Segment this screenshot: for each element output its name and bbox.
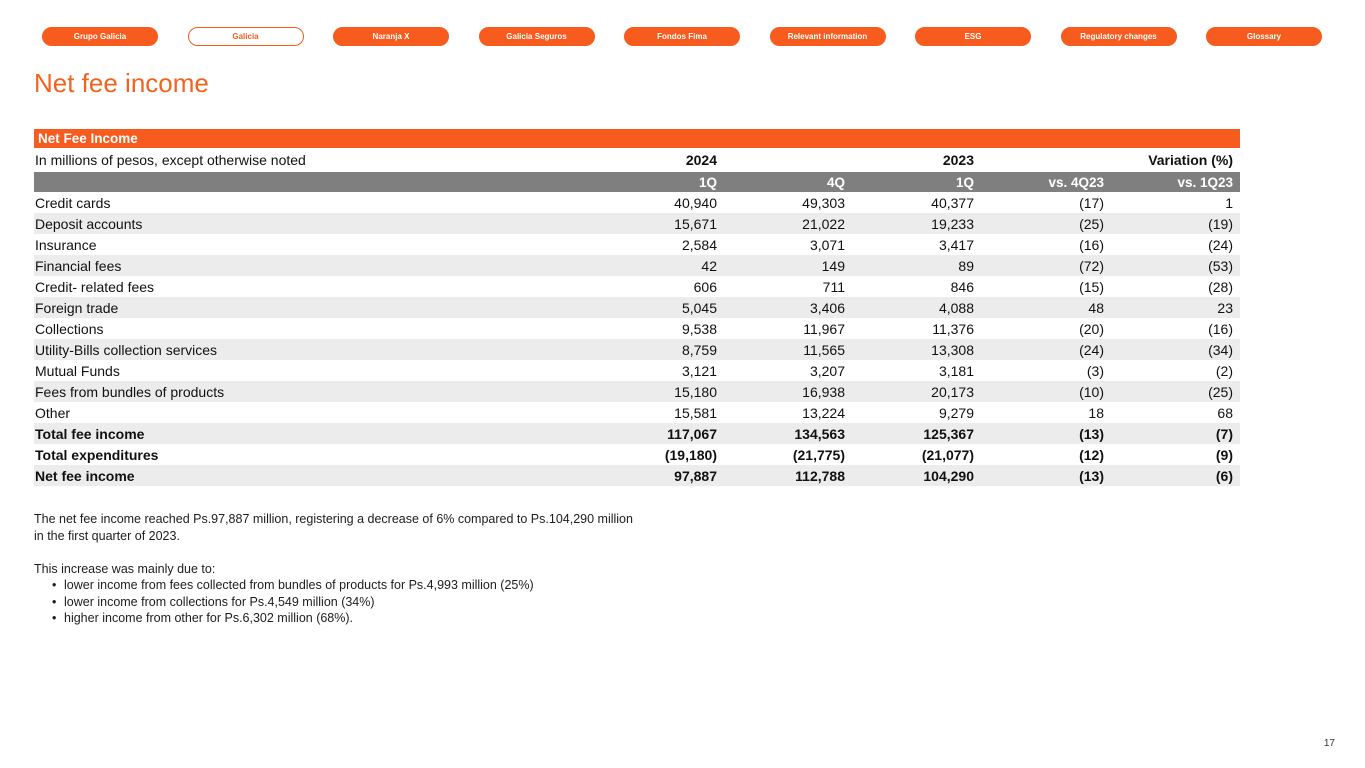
row-value: 13,224 xyxy=(802,404,845,421)
row-value: 42 xyxy=(701,257,717,274)
variation-header: Variation (%) xyxy=(1148,152,1233,168)
table-column-header-row xyxy=(34,172,1240,192)
row-value: 8,759 xyxy=(681,341,717,358)
table-row-other xyxy=(34,402,1240,423)
bullet-item: • lower income from fees collected from bundles of products for Ps.4,993 million (25%) xyxy=(34,577,794,594)
row-value: 15,581 xyxy=(674,404,717,421)
bullet-item: • higher income from other for Ps.6,302 million (68%). xyxy=(34,610,794,627)
row-value: 711 xyxy=(822,278,845,295)
row-label: Credit cards xyxy=(35,194,111,211)
row-value: (13) xyxy=(1079,425,1104,442)
table-row-total-expenditures xyxy=(34,444,1240,465)
row-value: (13) xyxy=(1079,467,1104,484)
row-value: 48 xyxy=(1088,299,1104,316)
bullet-list xyxy=(34,577,794,627)
table-row-fees-from-bundles-of-products xyxy=(34,381,1240,402)
row-value: 117,067 xyxy=(667,425,717,442)
row-value: 20,173 xyxy=(931,383,974,400)
table-row-credit-cards xyxy=(34,192,1240,213)
row-value: 2,584 xyxy=(681,236,717,253)
table-row-financial-fees xyxy=(34,255,1240,276)
row-label: Foreign trade xyxy=(35,299,119,316)
row-value: (21,775) xyxy=(792,446,845,463)
bullet-item: • lower income from collections for Ps.4,549 million (34%) xyxy=(34,594,794,611)
row-value: 11,376 xyxy=(932,320,974,337)
row-value: (17) xyxy=(1079,194,1104,211)
bullets-intro: This increase was mainly due to: xyxy=(34,561,216,576)
row-label: Mutual Funds xyxy=(35,362,120,379)
row-label: Financial fees xyxy=(35,257,122,274)
table-subtitle: In millions of pesos, except otherwise noted xyxy=(35,152,306,168)
row-value: (25) xyxy=(1208,383,1233,400)
nav-button-naranja-x[interactable]: Naranja X xyxy=(333,27,449,46)
row-value: 13,308 xyxy=(931,341,974,358)
nav-button-grupo-galicia[interactable]: Grupo Galicia xyxy=(42,27,158,46)
net-fee-income-table xyxy=(34,129,1240,486)
row-label: Deposit accounts xyxy=(35,215,143,232)
row-value: 9,279 xyxy=(938,404,974,421)
row-value: 68 xyxy=(1217,404,1233,421)
table-row-mutual-funds xyxy=(34,360,1240,381)
row-value: (25) xyxy=(1079,215,1104,232)
table-row-foreign-trade xyxy=(34,297,1240,318)
row-value: 112,788 xyxy=(795,467,845,484)
summary-line: The net fee income reached Ps.97,887 million, registering a decrease of 6% compared to Ps.104,290 million xyxy=(34,512,633,526)
row-value: (24) xyxy=(1079,341,1104,358)
year-2024-header: 2024 xyxy=(685,152,717,168)
nav-button-glossary[interactable]: Glossary xyxy=(1206,27,1322,46)
nav-button-galicia[interactable]: Galicia xyxy=(188,27,304,46)
row-value: 3,207 xyxy=(809,362,845,379)
row-value: 19,233 xyxy=(931,215,974,232)
row-value: 606 xyxy=(693,278,717,295)
row-value: 3,071 xyxy=(809,236,845,253)
row-value: (24) xyxy=(1208,236,1233,253)
row-value: (2) xyxy=(1215,362,1233,379)
row-label: Net fee income xyxy=(35,467,135,484)
page-title: Net fee income xyxy=(34,68,209,98)
row-value: 11,967 xyxy=(803,320,845,337)
table-row-deposit-accounts xyxy=(34,213,1240,234)
row-label: Other xyxy=(35,404,71,421)
table-title-bar: Net Fee Income xyxy=(34,129,1240,148)
row-value: 5,045 xyxy=(681,299,717,316)
row-value: (15) xyxy=(1079,278,1104,295)
row-value: (6) xyxy=(1215,467,1233,484)
row-label: Total expenditures xyxy=(35,446,159,463)
row-value: (28) xyxy=(1208,278,1233,295)
row-value: 134,563 xyxy=(794,425,845,442)
col-header-1q-2023: 1Q xyxy=(955,174,974,190)
row-value: (21,077) xyxy=(921,446,974,463)
row-value: 49,303 xyxy=(802,194,845,211)
row-value: (10) xyxy=(1079,383,1104,400)
row-value: 23 xyxy=(1217,299,1233,316)
row-label: Fees from bundles of products xyxy=(35,383,225,400)
nav-button-regulatory-changes[interactable]: Regulatory changes xyxy=(1061,27,1177,46)
nav-button-galicia-seguros[interactable]: Galicia Seguros xyxy=(479,27,595,46)
row-value: 125,367 xyxy=(923,425,974,442)
row-value: 1 xyxy=(1225,194,1233,211)
row-value: 21,022 xyxy=(802,215,845,232)
row-value: (19) xyxy=(1208,215,1233,232)
commentary-notes xyxy=(34,511,794,627)
summary-paragraph xyxy=(34,511,794,544)
row-value: 3,121 xyxy=(681,362,717,379)
row-value: 40,940 xyxy=(674,194,717,211)
page-number: 17 xyxy=(1323,738,1335,749)
row-label: Insurance xyxy=(35,236,97,253)
row-label: Credit- related fees xyxy=(35,278,155,295)
row-value: (7) xyxy=(1215,425,1233,442)
row-value: (3) xyxy=(1086,362,1104,379)
year-2023-header: 2023 xyxy=(942,152,974,168)
row-value: 15,180 xyxy=(674,383,717,400)
col-header-4q: 4Q xyxy=(826,174,845,190)
row-value: 3,417 xyxy=(938,236,974,253)
row-value: (53) xyxy=(1208,257,1233,274)
row-value: 40,377 xyxy=(931,194,974,211)
col-header-1q-2024: 1Q xyxy=(698,174,717,190)
row-value: (16) xyxy=(1079,236,1104,253)
row-value: 15,671 xyxy=(674,215,717,232)
table-row-total-fee-income xyxy=(34,423,1240,444)
row-label: Total fee income xyxy=(35,425,145,442)
row-value: 97,887 xyxy=(674,467,717,484)
row-value: 9,538 xyxy=(681,320,717,337)
row-value: (16) xyxy=(1208,320,1233,337)
row-label: Utility-Bills collection services xyxy=(35,341,218,358)
table-body xyxy=(34,192,1240,486)
row-value: 18 xyxy=(1088,404,1104,421)
col-header-vs-4q23: vs. 4Q23 xyxy=(1048,174,1104,190)
nav-button-esg[interactable]: ESG xyxy=(915,27,1031,46)
row-value: (20) xyxy=(1079,320,1104,337)
nav-button-fondos-fima[interactable]: Fondos Fima xyxy=(624,27,740,46)
row-value: 104,290 xyxy=(923,467,974,484)
row-value: (9) xyxy=(1215,446,1233,463)
row-value: 11,565 xyxy=(803,341,845,358)
row-value: 89 xyxy=(958,257,974,274)
row-value: 4,088 xyxy=(938,299,974,316)
row-value: 3,181 xyxy=(938,362,974,379)
row-value: (12) xyxy=(1079,446,1104,463)
table-row-utility-bills-collection-services xyxy=(34,339,1240,360)
row-value: (19,180) xyxy=(664,446,717,463)
table-row-net-fee-income xyxy=(34,465,1240,486)
col-header-vs-1q23: vs. 1Q23 xyxy=(1177,174,1233,190)
row-value: (72) xyxy=(1079,257,1104,274)
row-value: (34) xyxy=(1208,341,1233,358)
row-label: Collections xyxy=(35,320,104,337)
row-value: 149 xyxy=(821,257,845,274)
table-year-row xyxy=(34,148,1240,172)
nav-button-relevant-information[interactable]: Relevant information xyxy=(770,27,886,46)
top-nav xyxy=(42,27,1322,46)
summary-line: in the first quarter of 2023. xyxy=(34,528,180,543)
table-row-insurance xyxy=(34,234,1240,255)
table-row-credit-related-fees xyxy=(34,276,1240,297)
row-value: 3,406 xyxy=(809,299,845,316)
row-value: 16,938 xyxy=(802,383,845,400)
row-value: 846 xyxy=(950,278,974,295)
table-row-collections xyxy=(34,318,1240,339)
